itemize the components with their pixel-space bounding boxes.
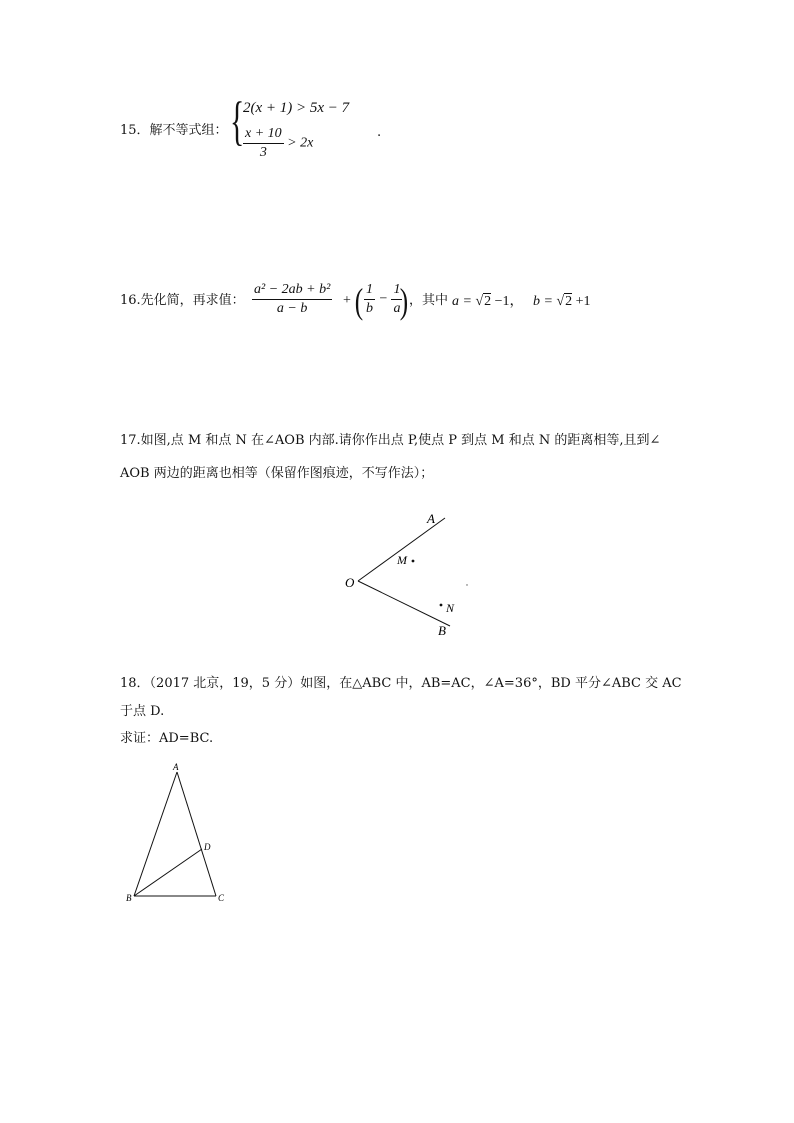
q17-point-n <box>440 604 443 607</box>
q18-label-a: A <box>173 762 179 772</box>
q16-inner2-num: 1 <box>391 281 402 300</box>
q17-label-o: O <box>345 575 355 590</box>
q16-plus: + <box>343 293 351 308</box>
q18-label-b: B <box>126 893 132 903</box>
q17-stray-dot <box>466 584 467 585</box>
q16-a-value: a = √2 −1， <box>452 294 524 309</box>
q16-b-rad: 2 <box>565 294 573 309</box>
q16-right-paren: ) <box>399 281 409 321</box>
q18-figure <box>125 760 235 905</box>
q16-b-value: b = √2 +1 <box>533 294 591 309</box>
q17-line1: 17.如图,点 M 和点 N 在∠AOB 内部.请你作出点 P,使点 P 到点 M 和点 N 的距离相等,且到∠ <box>120 433 661 448</box>
q16-inner-fractions <box>364 281 402 318</box>
q16-frac-num: a² − 2ab + b² <box>252 281 332 300</box>
q16-inner1-num: 1 <box>364 281 375 300</box>
q18-line2: 于点 D. <box>120 704 165 719</box>
q16-label: 16.先化简，再求值： <box>120 293 245 308</box>
q16-left-paren: ( <box>354 281 364 321</box>
q16-where: ，其中 <box>409 293 449 308</box>
q15-line2 <box>243 125 313 162</box>
q18-line3: 求证：AD=BC. <box>120 731 214 746</box>
q16-inner2-den: a <box>393 301 401 316</box>
q16-a-tail: −1， <box>491 294 524 309</box>
q17-label-n: N <box>446 601 455 615</box>
q18-line1: 18．（2017 北京，19，5 分）如图，在△ABC 中，AB=AC，∠A=36°，BD 平分∠ABC 交 AC <box>120 676 682 691</box>
q16-b-eq: b = <box>533 294 557 309</box>
q17-figure <box>330 505 500 645</box>
q16-frac-den: a − b <box>276 301 308 316</box>
q17-ray-ob <box>358 581 450 626</box>
q17-point-m <box>412 560 415 563</box>
q15-end: . <box>377 125 382 140</box>
q17-ray-oa <box>358 518 445 581</box>
q15-label: 15．解不等式组： <box>120 123 228 138</box>
q15-line2-rest: > 2x <box>287 135 314 151</box>
q15-brace: { <box>230 91 245 151</box>
q17-line2: AOB 两边的距离也相等（保留作图痕迹，不写作法）； <box>120 466 434 481</box>
q16-main-fraction <box>252 281 332 318</box>
q16-minus: − <box>378 291 388 307</box>
q18-bisector-bd <box>134 849 202 896</box>
q17-label-b: B <box>438 623 446 638</box>
q16-a-eq: a = <box>452 294 476 309</box>
q18-side-ac <box>177 772 216 896</box>
q16-b-tail: +1 <box>572 294 591 309</box>
q17-label-m: M <box>397 553 407 567</box>
q17-label-a: A <box>427 511 435 526</box>
q18-label-d: D <box>204 842 211 852</box>
q18-side-ab <box>134 772 177 896</box>
q16-inner1-den: b <box>366 301 373 316</box>
q15-line2-num: x + 10 <box>243 125 284 144</box>
q16-a-rad: 2 <box>484 294 492 309</box>
q15-line2-den: 3 <box>259 145 267 160</box>
q18-label-c: C <box>218 893 225 903</box>
q15-line1: 2(x + 1) > 5x − 7 <box>243 100 350 116</box>
